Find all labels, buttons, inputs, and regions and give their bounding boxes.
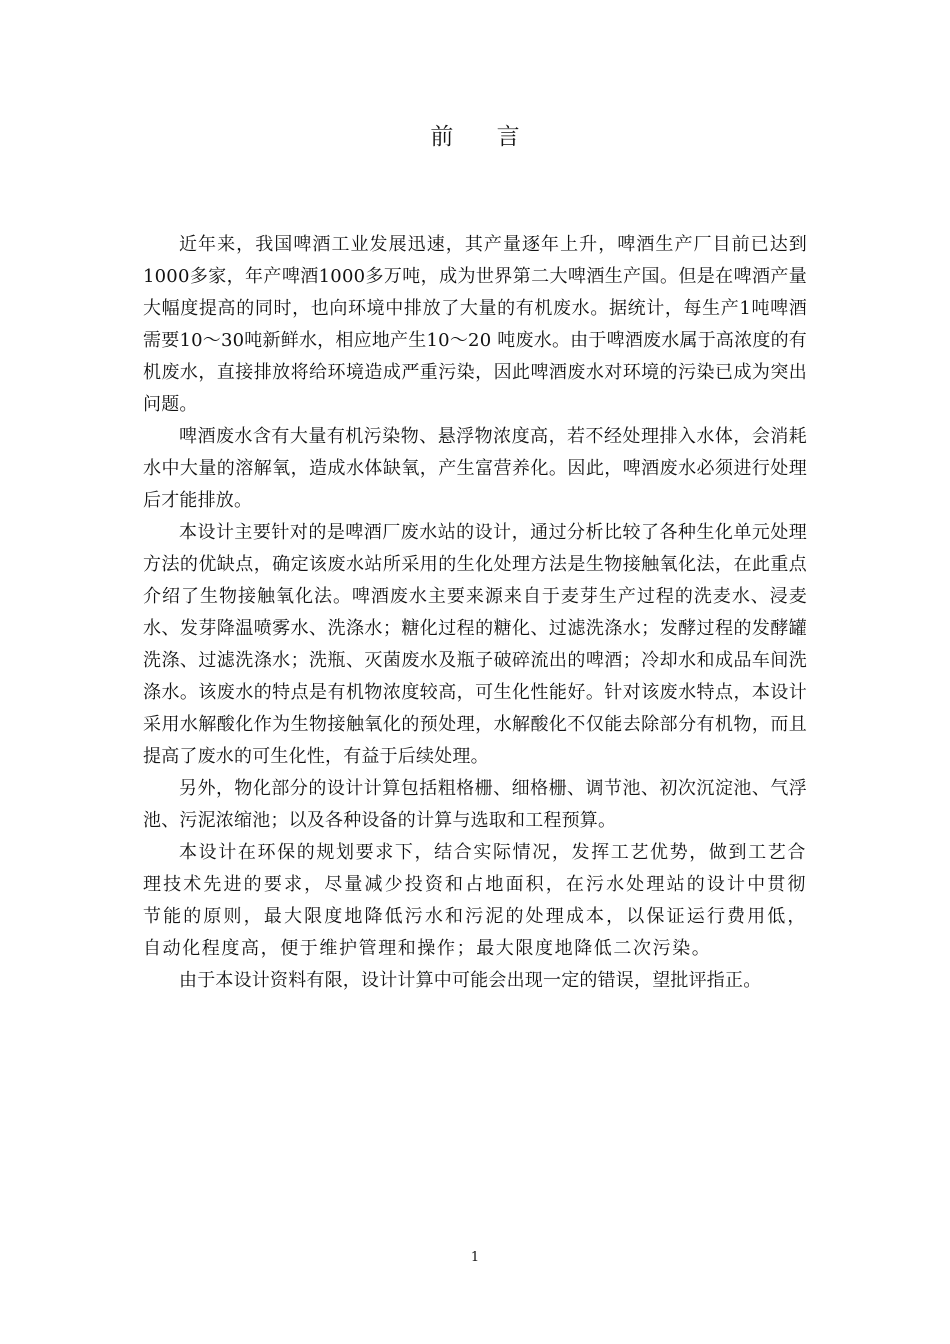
paragraph-2: 啤酒废水含有大量有机污染物、悬浮物浓度高，若不经处理排入水体，会消耗水中大量的溶解氧，造成水体缺氧，产生富营养化。因此，啤酒废水必须进行处理后才能排放。 bbox=[143, 426, 807, 511]
paragraph-1: 近年来，我国啤酒工业发展迅速，其产量逐年上升，啤酒生产厂目前已达到1000多家，年产啤酒1000多万吨，成为世界第二大啤酒生产国。但是在啤酒产量大幅度提高的同时，也向环境中排放了大量的有机废水。据统计，每生产1吨啤酒需要10～30吨新鲜水，相应地产生10～20 吨废水。由于啤酒废水属于高浓度的有机废水，直接排放将给环境造成严重污染，因此啤酒废水对环境的污染已成为突出问题。 bbox=[143, 234, 807, 415]
paragraph-3: 本设计主要针对的是啤酒厂废水站的设计，通过分析比较了各种生化单元处理方法的优缺点，确定该废水站所采用的生化处理方法是生物接触氧化法，在此重点介绍了生物接触氧化法。啤酒废水主要来源来自于麦芽生产过程的洗麦水、浸麦水、发芽降温喷雾水、洗涤水；糖化过程的糖化、过滤洗涤水；发酵过程的发酵罐洗涤、过滤洗涤水；洗瓶、灭菌废水及瓶子破碎流出的啤酒；冷却水和成品车间洗涤水。该废水的特点是有机物浓度较高，可生化性能好。针对该废水特点，本设计采用水解酸化作为生物接触氧化的预处理，水解酸化不仅能去除部分有机物，而且提高了废水的可生化性，有益于后续处理。 bbox=[143, 522, 807, 767]
paragraph-5: 本设计在环保的规划要求下，结合实际情况，发挥工艺优势，做到工艺合理技术先进的要求，尽量减少投资和占地面积，在污水处理站的设计中贯彻节能的原则，最大限度地降低污水和污泥的处理成本，以保证运行费用低，自动化程度高，便于维护管理和操作；最大限度地降低二次污染。 bbox=[143, 842, 807, 959]
body-text bbox=[143, 229, 807, 997]
paragraph-6: 由于本设计资料有限，设计计算中可能会出现一定的错误，望批评指正。 bbox=[179, 970, 762, 991]
page-number: 1 bbox=[470, 1250, 480, 1265]
page-title: 前 言 bbox=[430, 124, 538, 150]
paragraph-4: 另外，物化部分的设计计算包括粗格栅、细格栅、调节池、初次沉淀池、气浮池、污泥浓缩池；以及各种设备的计算与选取和工程预算。 bbox=[143, 778, 807, 831]
